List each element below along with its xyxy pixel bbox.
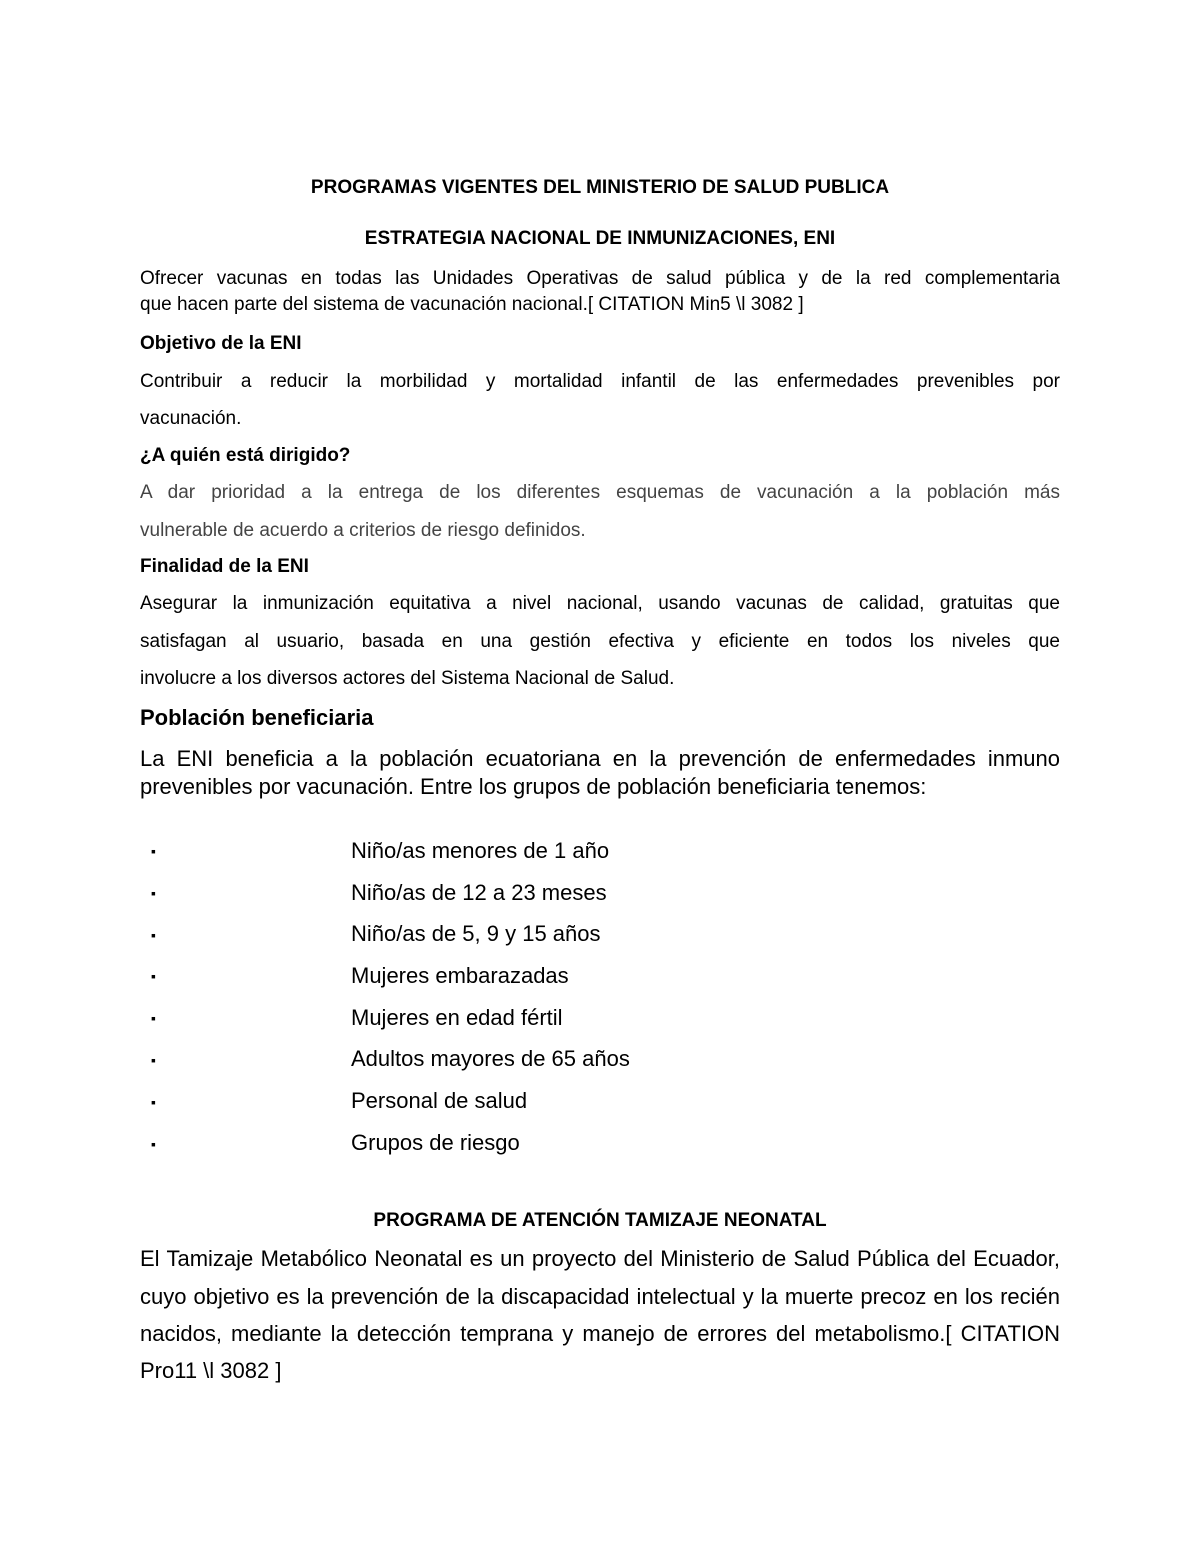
list-item: Niño/as de 5, 9 y 15 años [351, 921, 601, 946]
target-heading: ¿A quién está dirigido? [140, 445, 351, 466]
list-bullet: ▪ [151, 885, 156, 901]
neonatal-line: cuyo objetivo es la prevención de la discapacidad intelectual y la muerte precoz en los recién [140, 1284, 1060, 1309]
objective-line: vacunación. [140, 408, 242, 429]
list-bullet: ▪ [151, 843, 156, 859]
list-item: Mujeres embarazadas [351, 963, 569, 988]
neonatal-line: El Tamizaje Metabólico Neonatal es un proyecto del Ministerio de Salud Pública del Ecuador, [140, 1246, 1060, 1271]
purpose-line: involucre a los diversos actores del Sistema Nacional de Salud. [140, 668, 675, 689]
list-bullet: ▪ [151, 1052, 156, 1068]
neonatal-line: Pro11 \l 3082 ] [140, 1358, 282, 1383]
beneficiaries-line: prevenibles por vacunación. Entre los grupos de población beneficiaria tenemos: [140, 774, 927, 799]
list-bullet: ▪ [151, 1010, 156, 1026]
target-line: vulnerable de acuerdo a criterios de riesgo definidos. [140, 520, 586, 541]
list-item: Grupos de riesgo [351, 1130, 520, 1155]
purpose-line: satisfagan al usuario, basada en una gestión efectiva y eficiente en todos los niveles que [140, 631, 1060, 652]
neonatal-line: nacidos, mediante la detección temprana y manejo de errores del metabolismo.[ CITATION [140, 1321, 1060, 1346]
neonatal-heading: PROGRAMA DE ATENCIÓN TAMIZAJE NEONATAL [373, 1210, 827, 1231]
purpose-heading: Finalidad de la ENI [140, 556, 309, 577]
eni-intro-line: que hacen parte del sistema de vacunación nacional.[ CITATION Min5 \l 3082 ] [140, 294, 804, 315]
list-item: Personal de salud [351, 1088, 528, 1113]
list-item: Niño/as menores de 1 año [351, 838, 610, 863]
purpose-line: Asegurar la inmunización equitativa a nivel nacional, usando vacunas de calidad, gratuitas que [140, 593, 1060, 614]
target-line: A dar prioridad a la entrega de los diferentes esquemas de vacunación a la población más [140, 482, 1060, 503]
eni-heading: ESTRATEGIA NACIONAL DE INMUNIZACIONES, ENI [364, 228, 836, 249]
list-bullet: ▪ [151, 1094, 156, 1110]
list-bullet: ▪ [151, 927, 156, 943]
objective-line: Contribuir a reducir la morbilidad y mortalidad infantil de las enfermedades prevenibles por [140, 371, 1060, 392]
beneficiaries-heading: Población beneficiaria [140, 705, 374, 730]
list-item: Adultos mayores de 65 años [351, 1046, 630, 1071]
list-item: Niño/as de 12 a 23 meses [351, 880, 607, 905]
eni-intro-line: Ofrecer vacunas en todas las Unidades Operativas de salud pública y de la red complementaria [140, 268, 1060, 289]
list-bullet: ▪ [151, 968, 156, 984]
beneficiaries-line: La ENI beneficia a la población ecuatoriana en la prevención de enfermedades inmuno [140, 746, 1060, 771]
objective-heading: Objetivo de la ENI [140, 333, 302, 354]
list-bullet: ▪ [151, 1136, 156, 1152]
document-title: PROGRAMAS VIGENTES DEL MINISTERIO DE SALUD PUBLICA [310, 177, 890, 198]
list-item: Mujeres en edad fértil [351, 1005, 563, 1030]
